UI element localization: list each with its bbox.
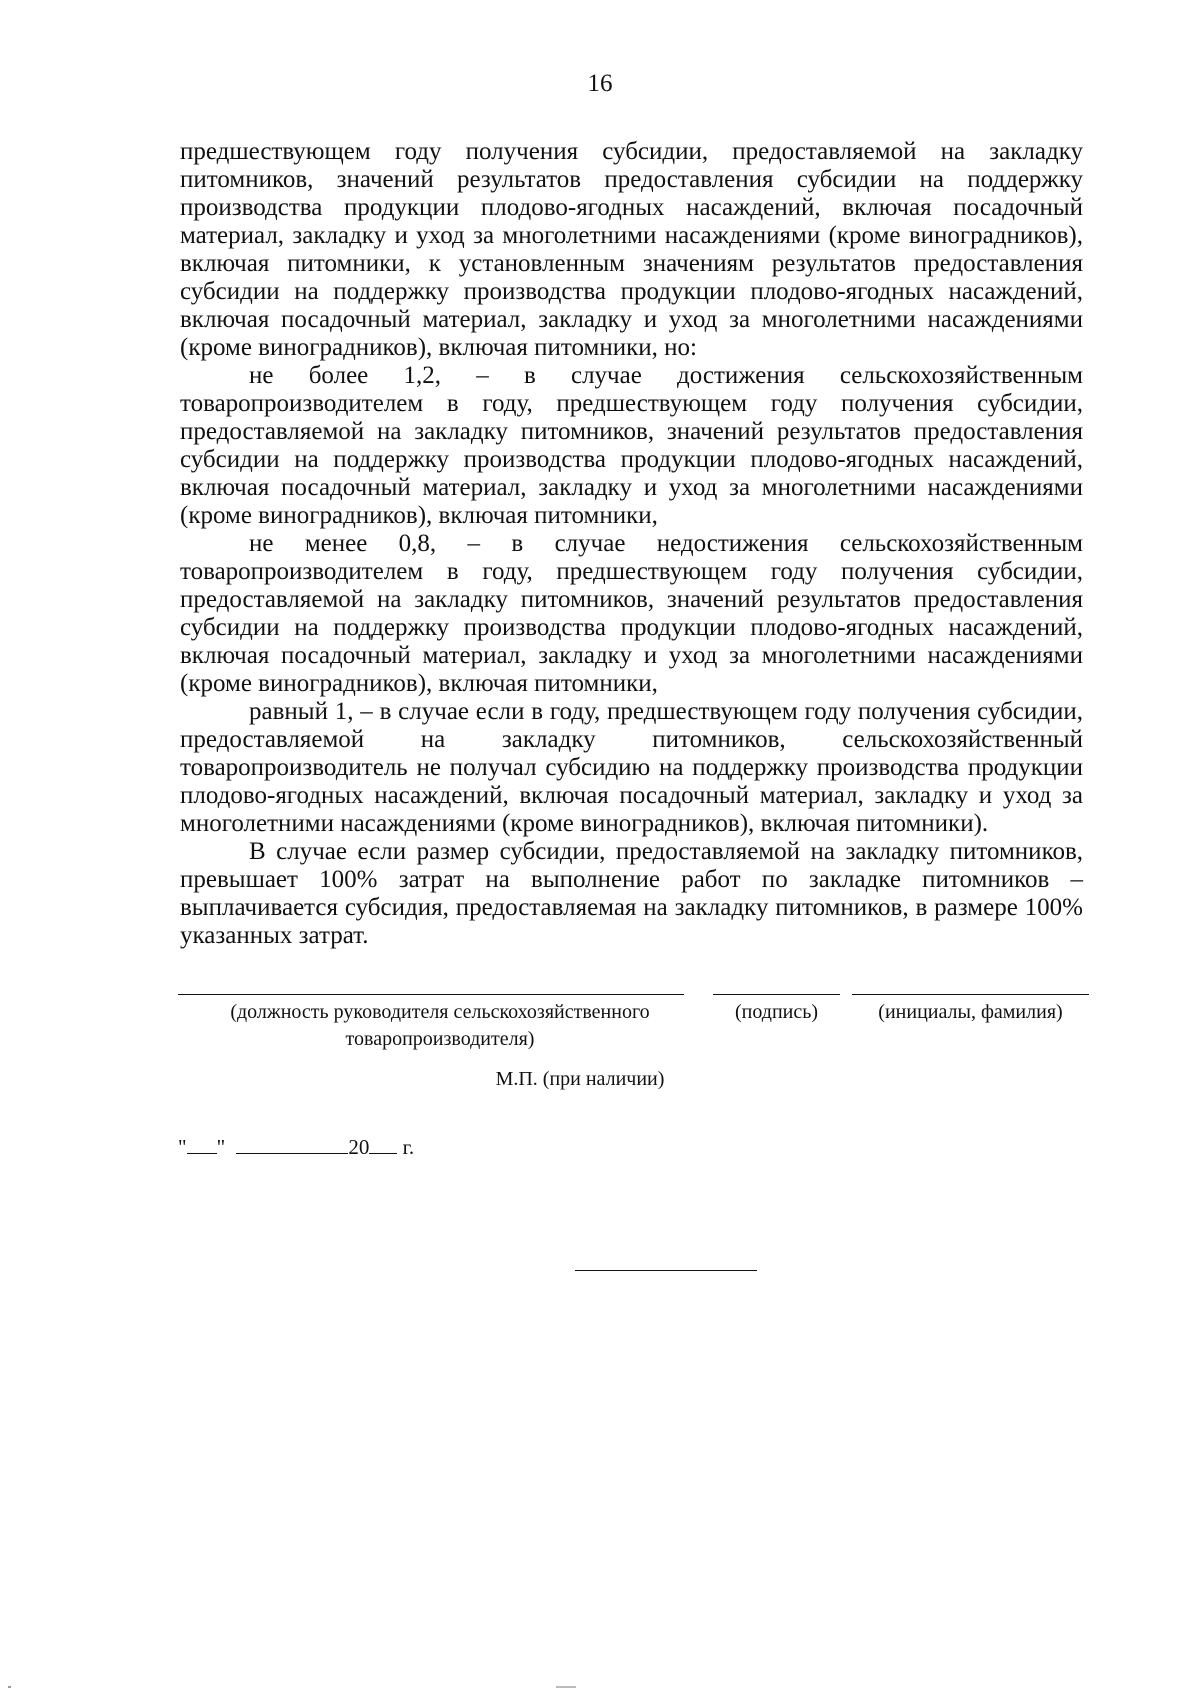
- paragraph-not-less: не менее 0,8, – в случае недостижения сельскохозяйственным товаропроизводителем в году, предшествующем году получения субсидии, предоставляемой на закладку питомников, значений результатов предоставления субсидии на поддержку производства продукции плодово-ягодных насаждений, включая посадочный материал, закладку и уход за многолетними насаждениями (кроме виноградников), включая питомники,: [180, 530, 1083, 697]
- scan-edge-mark: [8, 1686, 11, 1688]
- position-caption-line1: (должность руководителя сельскохозяйственного: [230, 1001, 650, 1023]
- year-suffix: г.: [402, 1135, 415, 1159]
- end-of-document-rule: [575, 1270, 757, 1271]
- scan-edge-mark: [556, 1686, 576, 1688]
- document-body: [180, 138, 1083, 950]
- year-blank: [369, 1133, 397, 1154]
- name-caption: (инициалы, фамилия): [878, 1001, 1063, 1023]
- date-field: [178, 1133, 414, 1160]
- paragraph-continuation: предшествующем году получения субсидии, предоставляемой на закладку питомников, значений результатов предоставления субсидии на поддержку производства продукции плодово-ягодных насаждений, включая посадочный материал, закладку и уход за многолетними насаждениями (кроме виноградников), включая питомники, к установленным значениям результатов предоставления субсидии на поддержку производства продукции плодово-ягодных насаждений, включая посадочный материал, закладку и уход за многолетними насаждениями (кроме виноградников), включая питомники, но:: [180, 138, 1083, 361]
- page-number: 16: [587, 70, 613, 97]
- signature-line: [713, 994, 840, 995]
- year-prefix: 20: [348, 1135, 370, 1159]
- position-caption: [180, 999, 700, 1053]
- date-open-quote: ": [178, 1135, 187, 1159]
- paragraph-not-more: не более 1,2, – в случае достижения сельскохозяйственным товаропроизводителем в году, предшествующем году получения субсидии, предоставляемой на закладку питомников, значений результатов предоставления субсидии на поддержку производства продукции плодово-ягодных насаждений, включая посадочный материал, закладку и уход за многолетними насаждениями (кроме виноградников), включая питомники,: [180, 362, 1083, 529]
- name-line: [852, 994, 1089, 995]
- paragraph-cost-limit: В случае если размер субсидии, предоставляемой на закладку питомников, превышает 100% затрат на выполнение работ по закладке питомников – выплачивается субсидия, предоставляемая на закладку питомников, в размере 100% указанных затрат.: [180, 838, 1083, 949]
- position-line: [178, 994, 684, 995]
- position-caption-line2: товаропроизводителя): [345, 1028, 535, 1050]
- date-close-quote: ": [216, 1135, 226, 1159]
- day-blank: [187, 1133, 217, 1154]
- paragraph-equal-one: равный 1, – в случае если в году, предшествующем году получения субсидии, предоставляемой на закладку питомников, сельскохозяйственный товаропроизводитель не получал субсидию на поддержку производства продукции плодово-ягодных насаждений, включая посадочный материал, закладку и уход за многолетними насаждениями (кроме виноградников), включая питомники).: [180, 698, 1083, 837]
- signature-caption: (подпись): [734, 1001, 819, 1023]
- month-blank: [236, 1133, 348, 1154]
- stamp-note: М.П. (при наличии): [495, 1068, 665, 1090]
